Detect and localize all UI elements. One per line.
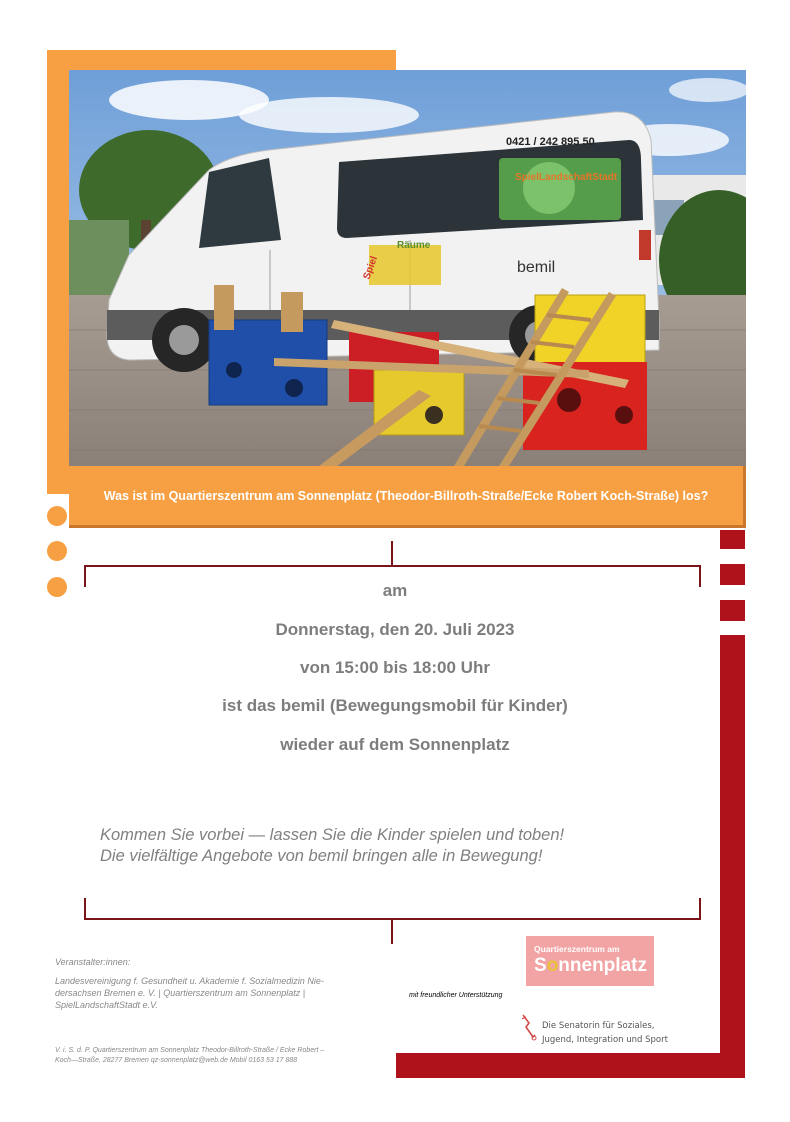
senator-line: Jugend, Integration und Sport xyxy=(542,1035,668,1045)
logo-qz-name xyxy=(534,954,646,978)
event-time: von 15:00 bis 18:00 Uhr xyxy=(300,658,490,677)
van-logo-raeume: Räume xyxy=(397,240,431,251)
imprint xyxy=(55,1046,395,1066)
organizer-line: SpielLandschaftStadt e.V. xyxy=(55,1000,158,1010)
van-logo-spiel: Spiel xyxy=(361,254,380,282)
senator-logo xyxy=(520,1013,690,1046)
senator-emblem-icon xyxy=(520,1013,538,1041)
invite-text xyxy=(100,825,700,867)
top-bracket-stem xyxy=(391,541,393,565)
red-frame-notch xyxy=(720,585,745,600)
invite-line: Die vielfältige Angebote von bemil bringen alle in Bewegung! xyxy=(100,847,543,865)
senator-text xyxy=(542,1019,668,1047)
headline-text: Was ist im Quartierszentrum am Sonnenplatz (Theodor-Billroth-Straße/Ecke Robert Koch-Straße) los? xyxy=(103,488,709,503)
orange-dot xyxy=(47,541,67,561)
orange-dot xyxy=(47,506,67,526)
invite-line: Kommen Sie vorbei — lassen Sie die Kinder spielen und toben! xyxy=(100,826,565,844)
quartierszentrum-logo xyxy=(526,936,654,986)
red-frame-notch xyxy=(720,549,745,564)
event-location: wieder auf dem Sonnenplatz xyxy=(280,735,510,754)
bottom-bracket-right xyxy=(699,898,701,920)
organizer-heading: Veranstalter:innen: xyxy=(55,957,131,967)
event-line-am: am xyxy=(382,581,408,600)
logo-qz-s: S xyxy=(534,955,547,976)
organizer-line: Landesvereinigung f. Gesundheit u. Akademie f. Sozialmedizin Nie- xyxy=(55,976,324,986)
top-bracket-left xyxy=(84,565,86,587)
senator-line: Die Senatorin für Soziales, xyxy=(542,1021,655,1031)
van-logo-spiellandschaft: SpielLandschaftStadt xyxy=(515,172,618,183)
bottom-bracket-left xyxy=(84,898,86,920)
imprint-line: V. i. S. d. P. Quartierszentrum am Sonnenplatz Theodor-Billroth-Straße / Ecke Robert – xyxy=(55,1047,325,1054)
logo-qz-rest: nnenplatz xyxy=(558,955,647,976)
event-date: Donnerstag, den 20. Juli 2023 xyxy=(275,620,515,639)
logo-qz-sun-o: o xyxy=(546,955,559,976)
organizer-list xyxy=(55,975,395,1011)
organizer-line: dersachsen Bremen e. V. | Quartierszentrum am Sonnenplatz | xyxy=(55,988,306,998)
bottom-bracket-stem xyxy=(391,920,393,944)
imprint-line: Koch—Straße, 28277 Bremen qz-sonnenplatz@web.de Mobil 0163 53 17 888 xyxy=(55,1057,298,1064)
hero-photo xyxy=(69,70,746,466)
support-text: mit freundlicher Unterstützung xyxy=(409,992,503,999)
van-logo-bemil: bemil xyxy=(517,259,556,276)
logo-qz-top: Quartierszentrum am xyxy=(534,944,620,954)
event-description: ist das bemil (Bewegungsmobil für Kinder) xyxy=(222,696,568,715)
headline-banner xyxy=(69,466,746,528)
top-bracket-bar xyxy=(84,565,701,567)
red-frame-notch xyxy=(720,621,745,635)
orange-dot xyxy=(47,577,67,597)
van-phone-text: 0421 / 242 895 50 xyxy=(506,136,595,148)
